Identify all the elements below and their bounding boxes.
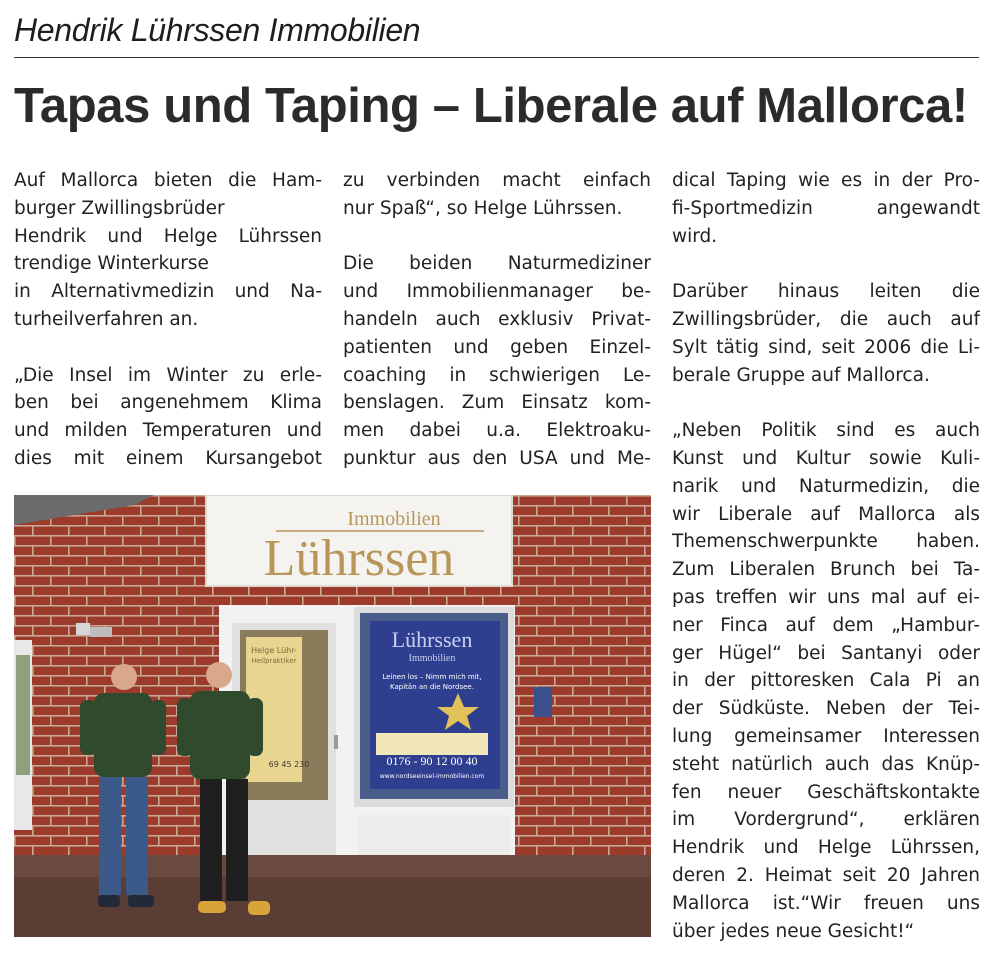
text-line: steht natürlich auch das Knüp- xyxy=(672,753,980,775)
paragraph-gap xyxy=(343,223,651,251)
text-line: Auf Mallorca bieten die Ham- xyxy=(14,170,322,191)
text-line: im Vordergrund“, erklären xyxy=(672,809,980,831)
sign-small-text: Immobilien xyxy=(347,508,441,530)
text-line: handeln auch exklusiv Privat- xyxy=(343,308,651,330)
text-line: Hendrik und Helge Lührssen xyxy=(14,225,322,247)
door-handle xyxy=(334,735,338,749)
intercom xyxy=(534,687,552,717)
text-line: fi-Sportmedizin angewandt xyxy=(672,197,980,219)
paragraph-gap xyxy=(672,389,980,417)
text-line: coaching in schwierigen Le- xyxy=(343,364,651,386)
text-line: narik und Naturmedizin, die xyxy=(672,475,980,497)
text-line: deren 2. Heimat seit 20 Jahren xyxy=(672,864,980,886)
poster-slogan-1: Leinen los – Nimm mich mit, xyxy=(382,673,482,681)
text-line: Hendrik und Helge Lührssen, xyxy=(672,837,980,859)
storefront-photo xyxy=(14,495,651,937)
text-line: men dabei u.a. Elektroaku- xyxy=(343,420,651,442)
text-line: ben bei angenehmem Klima xyxy=(14,392,322,414)
text-line: fen neuer Geschäftskontakte xyxy=(672,781,980,803)
text-line: über jedes neue Gesicht!“ xyxy=(672,920,915,942)
poster-slogan-2: Kapitän an die Nordsee. xyxy=(390,683,474,691)
text-line: ner Finca auf dem „Hambur- xyxy=(672,614,980,636)
text-line: „Neben Politik sind es auch xyxy=(672,420,980,442)
text-line: zu verbinden macht einfach xyxy=(343,170,651,191)
paragraph-gap xyxy=(672,250,980,278)
headline: Tapas und Taping – Liberale auf Mallorca! xyxy=(14,79,968,133)
text-line: Zwillingsbrüder, die auch auf xyxy=(672,308,980,330)
text-line: Themenschwerpunkte haben. xyxy=(672,531,980,553)
text-line: dical Taping wie es in der Pro- xyxy=(672,170,980,191)
text-line: dies mit einem Kursangebot xyxy=(14,447,322,469)
poster-phone: 0176 - 90 12 00 40 xyxy=(386,754,478,768)
poster-title: Lührssen xyxy=(391,627,473,652)
text-line: patienten und geben Einzel- xyxy=(343,336,651,358)
text-line: turheilverfahren an. xyxy=(14,308,199,330)
paragraph-gap xyxy=(14,334,322,362)
text-line: trendige Winterkurse xyxy=(14,253,209,275)
text-line: Die beiden Naturmediziner xyxy=(343,253,651,275)
text-line: berale Gruppe auf Mallorca. xyxy=(672,364,930,386)
text-line: ger Hügel“ bei Santanyi oder xyxy=(672,642,980,664)
text-line: in der pittoresken Cala Pi an xyxy=(672,670,980,692)
left-poster-sub: Heilpraktiker xyxy=(251,657,297,665)
sign-large-text: Lührssen xyxy=(263,530,455,587)
text-line: Sylt tätig sind, seit 2006 die Li- xyxy=(672,336,980,358)
header-rule xyxy=(14,57,979,58)
text-line: benslagen. Zum Einsatz kom- xyxy=(343,392,651,414)
text-column-2 xyxy=(343,167,651,473)
text-line: burger Zwillingsbrüder xyxy=(14,197,225,219)
wall-lamp xyxy=(76,623,90,635)
left-poster-phone: 69 45 230 xyxy=(268,760,310,769)
poster-web: www.nordseeinsel-immobilien.com xyxy=(379,773,485,780)
poster-sub: Immobilien xyxy=(408,653,456,664)
text-line: wird. xyxy=(672,225,718,247)
text-line: nur Spaß“, so Helge Lührssen. xyxy=(343,197,623,219)
text-line: lung gemeinsamer Interessen xyxy=(672,725,980,747)
text-line: und Immobilienmanager be- xyxy=(343,281,651,303)
text-line: Mallorca ist.“Wir freuen uns xyxy=(672,892,980,914)
text-line: wir Liberale auf Mallorca als xyxy=(672,503,980,525)
left-poster-title: Helge Lühr- xyxy=(251,646,297,655)
text-line: Zum Liberalen Brunch bei Ta- xyxy=(672,559,980,581)
text-line: und milden Temperaturen und xyxy=(14,420,322,442)
text-line: „Die Insel im Winter zu erle- xyxy=(14,364,322,386)
text-line: pas treffen wir uns mal auf ei- xyxy=(672,586,980,608)
text-line: punktur aus den USA und Me- xyxy=(343,447,651,469)
text-line: in Alternativmedizin und Na- xyxy=(14,281,322,303)
text-line: Kunst und Kultur sowie Kuli- xyxy=(672,447,980,469)
text-line: der Südküste. Neben der Tei- xyxy=(672,698,980,720)
kicker: Hendrik Lührssen Immobilien xyxy=(14,12,421,48)
text-column-1 xyxy=(14,167,322,473)
text-column-3 xyxy=(672,167,980,945)
text-line: Darüber hinaus leiten die xyxy=(672,281,980,303)
